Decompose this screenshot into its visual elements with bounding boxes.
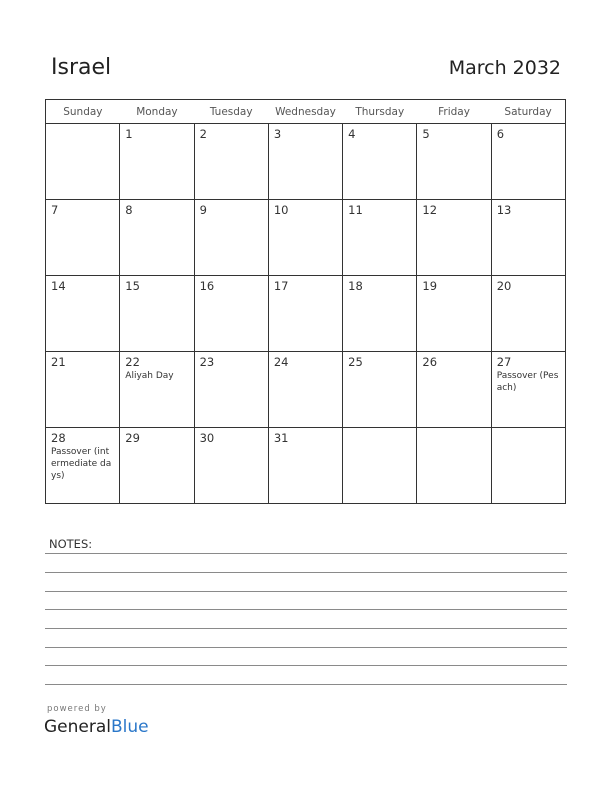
day-number: 5: [422, 127, 430, 141]
day-number: 8: [125, 203, 133, 217]
day-number: 27: [496, 355, 512, 369]
day-cell: [417, 276, 491, 352]
notes-line: [45, 665, 567, 666]
holiday-label: Passover (intermediate days): [51, 447, 112, 481]
day-number: 4: [348, 127, 356, 141]
day-cell: [268, 200, 342, 276]
day-cell: [268, 276, 342, 352]
notes-line: [45, 647, 567, 648]
day-cell: [194, 200, 268, 276]
week-row: [46, 124, 566, 200]
week-row: [46, 200, 566, 276]
day-cell: [491, 428, 565, 504]
week-row: [46, 276, 566, 352]
day-number: 2: [199, 127, 207, 141]
day-number: 24: [273, 355, 289, 369]
day-cell: [46, 200, 120, 276]
holiday-label: Passover (Pesach): [496, 371, 559, 393]
day-cell: [417, 124, 491, 200]
brand-blue: Blue: [111, 717, 149, 737]
weekday-wednesday: Wednesday: [268, 100, 342, 124]
day-cell: [194, 276, 268, 352]
day-number: 18: [348, 279, 363, 293]
day-number: 16: [199, 279, 215, 293]
weekday-header-row: [46, 100, 566, 124]
notes-label: NOTES:: [49, 537, 93, 551]
day-number: 26: [422, 355, 438, 369]
calendar-grid: [45, 99, 566, 504]
day-number: 15: [125, 279, 140, 293]
day-cell: [46, 352, 120, 428]
day-number: 17: [273, 279, 289, 293]
day-cell: [343, 352, 417, 428]
weekday-saturday: Saturday: [491, 100, 565, 124]
weekday-thursday: Thursday: [343, 100, 417, 124]
day-cell: [120, 352, 194, 428]
day-cell: [491, 276, 565, 352]
weekday-tuesday: Tuesday: [194, 100, 268, 124]
country-title: Israel: [51, 55, 112, 80]
day-cell: [491, 200, 565, 276]
day-cell: [194, 124, 268, 200]
holiday-label: Aliyah Day: [125, 371, 174, 381]
notes-line: [45, 609, 567, 610]
day-cell: [194, 428, 268, 504]
day-number: 3: [273, 127, 282, 141]
notes-line: [45, 684, 567, 685]
day-number: 13: [496, 203, 512, 217]
day-cell: [194, 352, 268, 428]
day-cell: [417, 428, 491, 504]
day-number: 20: [496, 279, 512, 293]
day-cell: [417, 352, 491, 428]
week-row: [46, 428, 566, 504]
day-cell: [120, 124, 194, 200]
day-cell: [343, 124, 417, 200]
day-number: 9: [199, 203, 207, 217]
week-row: [46, 352, 566, 428]
day-cell: [343, 428, 417, 504]
month-year-title: March 2032: [448, 57, 561, 79]
day-cell: [46, 124, 120, 200]
day-number: 28: [51, 431, 66, 445]
day-cell: [417, 200, 491, 276]
day-cell: [343, 200, 417, 276]
day-cell: [343, 276, 417, 352]
day-cell: [268, 124, 342, 200]
day-cell: [120, 276, 194, 352]
notes-line: [45, 572, 567, 573]
notes-line: [45, 591, 567, 592]
day-cell: [268, 428, 342, 504]
day-cell: [120, 200, 194, 276]
day-number: 25: [348, 355, 363, 369]
day-cell: [120, 428, 194, 504]
weekday-friday: Friday: [417, 100, 491, 124]
weekday-monday: Monday: [120, 100, 194, 124]
day-number: 10: [273, 203, 289, 217]
day-number: 1: [125, 127, 133, 141]
day-number: 14: [51, 279, 66, 293]
day-number: 7: [51, 203, 59, 217]
day-cell: [491, 124, 565, 200]
day-number: 12: [422, 203, 438, 217]
day-number: 22: [125, 355, 140, 369]
day-number: 23: [199, 355, 215, 369]
weekday-sunday: Sunday: [46, 100, 120, 124]
notes-line: [45, 628, 567, 629]
powered-by-text: powered by: [47, 704, 107, 714]
day-cell: [46, 428, 120, 504]
notes-line: [45, 553, 567, 554]
brand-logo: [44, 717, 149, 737]
day-number: 11: [348, 203, 363, 217]
day-cell: [491, 352, 565, 428]
day-number: 19: [422, 279, 438, 293]
day-number: 21: [51, 355, 66, 369]
day-number: 6: [496, 127, 505, 141]
day-number: 29: [125, 431, 140, 445]
brand-general: General: [44, 717, 111, 737]
day-cell: [46, 276, 120, 352]
day-number: 30: [199, 431, 215, 445]
day-cell: [268, 352, 342, 428]
day-number: 31: [273, 431, 289, 445]
